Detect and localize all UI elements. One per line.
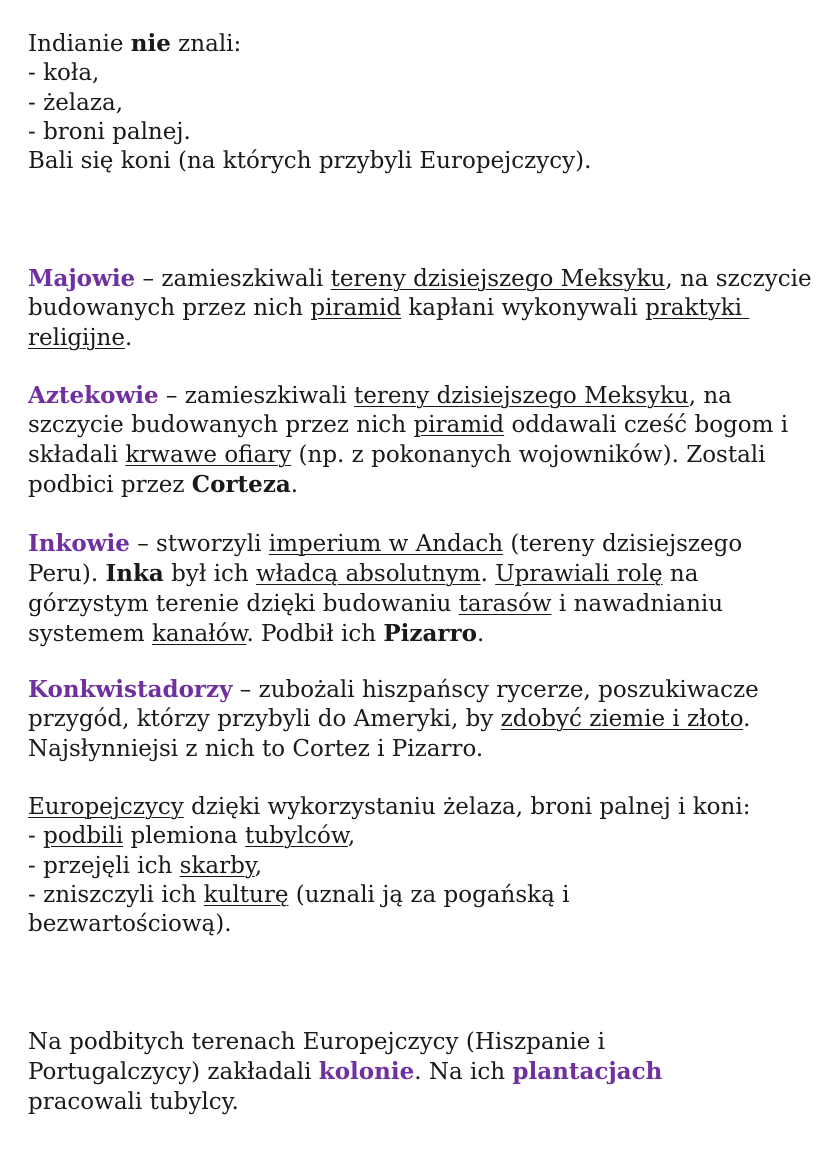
term-kolonie: kolonie <box>318 1058 415 1086</box>
term-aztekowie: Aztekowie <box>28 382 159 409</box>
konkwistadorzy-paragraph: Konkwistadorzy – zubożali hiszpańscy rycerze, poszukiwacze przygód, którzy przybyli do Ameryki, by zdobyć ziemie i złoto. Najsłynniejsi z nich to Cortez i Pizarro. <box>28 676 767 762</box>
europejczycy-item-3: - zniszczyli ich kulturę (uznali ją za pogańską i bezwartościową). <box>28 881 577 938</box>
term-konkwistadorzy: Konkwistadorzy <box>28 676 233 703</box>
europejczycy-intro: Europejczycy dzięki wykorzystaniu żelaza, broni palnej i koni: <box>28 794 751 820</box>
europejczycy-item-2: - przejęli ich skarby, <box>28 852 263 879</box>
term-majowie: Majowie <box>28 265 136 292</box>
europejczycy-item-1: - podbili plemiona tubylców, <box>28 823 356 850</box>
inkowie-paragraph: Inkowie – stworzyli imperium w Andach (tereny dzisiejszego Peru). Inka był ich władcą absolutnym. Uprawiali rolę na górzystym terenie dzięki budowaniu tarasów i nawadnianiu systemem kanałów. Podbił ich Pizarro. <box>28 530 750 647</box>
kolonie-paragraph: Na podbitych terenach Europejczycy (Hiszpanie i Portugalczycy) zakładali kolonie. Na ich plantacjach pracowali tubylcy. <box>28 1029 670 1115</box>
intro-line-4: - broni palnej. <box>28 118 191 145</box>
intro-section <box>28 29 818 176</box>
term-plantacjach: plantacjach <box>512 1058 663 1086</box>
aztekowie-paragraph: Aztekowie – zamieszkiwali tereny dzisiejszego Meksyku, na szczycie budowanych przez nich piramid oddawali cześć bogom i składali krwawe ofiary (np. z pokonanych wojowników). Zostali podbici przez Corteza. <box>28 382 796 498</box>
intro-line-5: Bali się koni (na których przybyli Europejczycy). <box>28 148 592 175</box>
intro-line-1: Indianie nie znali: <box>28 30 242 57</box>
majowie-paragraph: Majowie – zamieszkiwali tereny dzisiejszego Meksyku, na szczycie budowanych przez nich piramid kapłani wykonywali praktyki religijne. <box>28 265 819 351</box>
intro-line-2: - koła, <box>28 60 100 87</box>
bold-nie: nie <box>130 30 171 57</box>
term-inkowie: Inkowie <box>28 530 130 557</box>
intro-line-3: - żelaza, <box>28 89 124 116</box>
europejczycy-section <box>28 793 818 939</box>
